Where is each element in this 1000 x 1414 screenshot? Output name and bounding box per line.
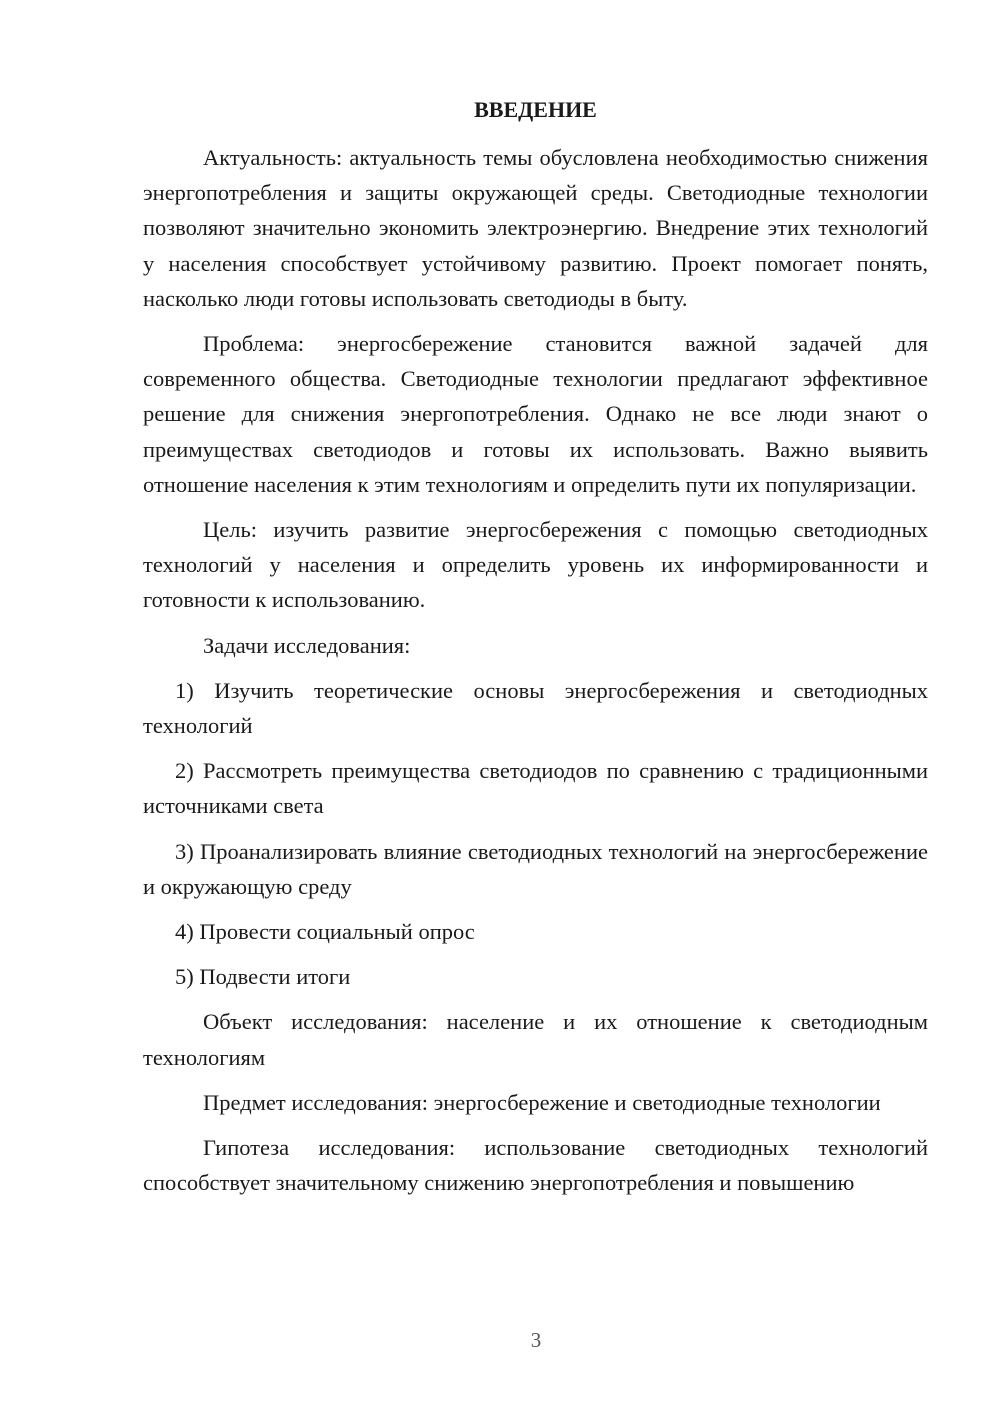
task-item-2: 2) Рассмотреть преимущества светодиодов по сравнению с традиционными источниками света <box>143 758 928 819</box>
paragraph-object: Объект исследования: население и их отношение к светодиодным технологиям <box>143 1009 928 1070</box>
page-number: 3 <box>530 1328 542 1352</box>
paragraph-tasks-heading: Задачи исследования: <box>203 632 411 658</box>
task-item-1: 1) Изучить теоретические основы энергосбережения и светодиодных технологий <box>143 677 928 739</box>
paragraph-hypothesis: Гипотеза исследования: использование светодиодных технологий способствует значительному снижению энергопотребления и повышению <box>143 1135 928 1196</box>
paragraph-relevance: Актуальность: актуальность темы обусловлена необходимостью снижения энергопотребления и защиты окружающей среды. Светодиодные технологии позволяют значительно экономить электроэнергию. Внедрение этих технологий у населения способствует устойчивому развитию. Проект помогает понять, насколько люди готовы использовать светодиоды в быту. <box>143 145 928 311</box>
paragraph-problem: Проблема: энергосбережение становится важной задачей для современного общества. Светодиодные технологии предлагают эффективное решение для снижения энергопотребления. Однако не все люди знают о преимуществах светодиодов и готовы их использовать. Важно выявить отношение населения к этим технологиям и определить пути их популяризации. <box>143 331 928 497</box>
task-item-4: 4) Провести социальный опрос <box>175 919 475 945</box>
paragraph-subject: Предмет исследования: энергосбережение и светодиодные технологии <box>203 1089 881 1115</box>
section-title: ВВЕДЕНИЕ <box>474 97 597 122</box>
task-item-5: 5) Подвести итоги <box>175 964 351 990</box>
paragraph-goal: Цель: изучить развитие энергосбережения с помощью светодиодных технологий у населения и определить уровень их информированности и готовности к использованию. <box>143 517 928 613</box>
task-item-3: 3) Проанализировать влияние светодиодных технологий на энергосбережение и окружающую среду <box>143 838 928 899</box>
page-content <box>143 92 928 1200</box>
